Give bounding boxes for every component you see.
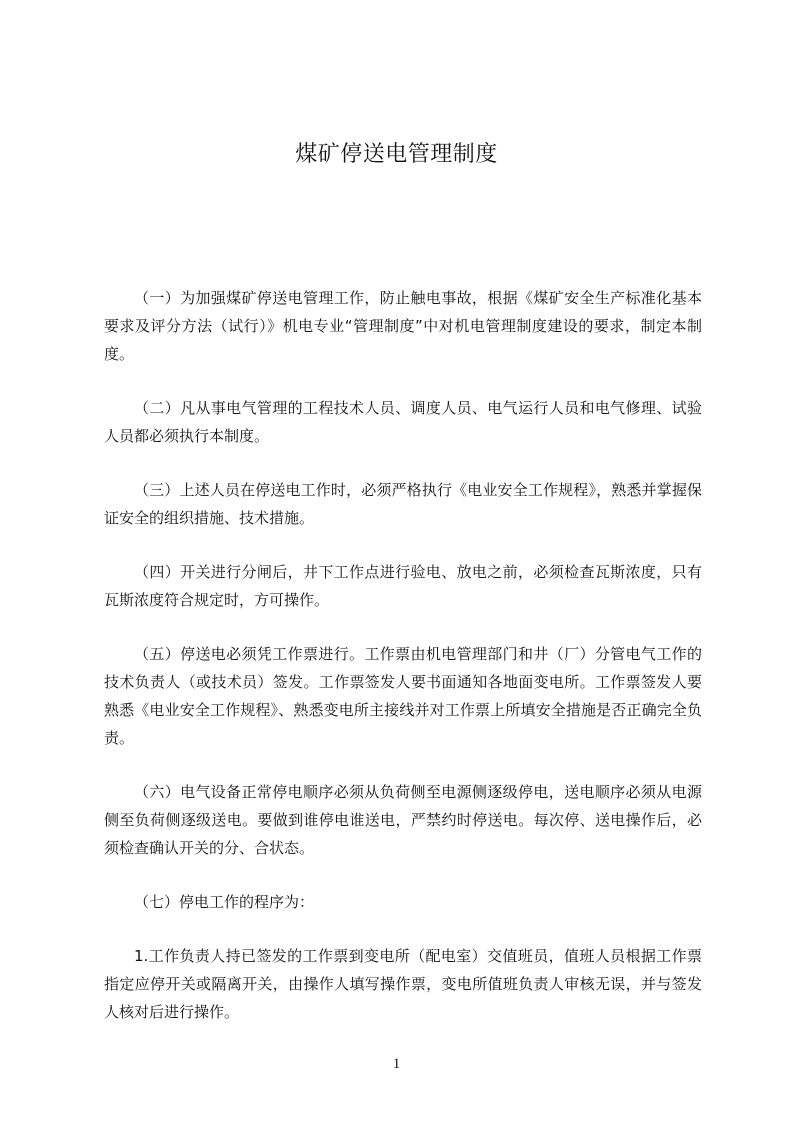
paragraph-8: 1.工作负责人持已签发的工作票到变电所（配电室）交值班员，值班人员根据工作票指定应停开关或隔离开关，由操作人填写操作票，变电所值班负责人审核无误，并与签发人核对后进行操作。 <box>104 947 702 1021</box>
document-title: 煤矿停送电管理制度 <box>295 142 498 167</box>
paragraph-7: （七）停电工作的程序为： <box>134 893 315 911</box>
paragraph-5: （五）停送电必须凭工作票进行。工作票由机电管理部门和井（厂）分管电气工作的技术负责人（或技术员）签发。工作票签发人要书面通知各地面变电所。工作票签发人要熟悉《电业安全工作规程》、熟悉变电所主接线并对工作票上所填安全措施是否正确完全负责。 <box>104 645 702 747</box>
paragraph-2: （二）凡从事电气管理的工程技术人员、调度人员、电气运行人员和电气修理、试验人员都必须执行本制度。 <box>104 399 702 445</box>
paragraph-3: （三）上述人员在停送电工作时，必须严格执行《电业安全工作规程》，熟悉并掌握保证安全的组织措施、技术措施。 <box>104 481 702 527</box>
paragraph-4: （四）开关进行分闸后，井下工作点进行验电、放电之前，必须检查瓦斯浓度，只有瓦斯浓度符合规定时，方可操作。 <box>104 563 702 609</box>
page-number: 1 <box>392 1056 401 1072</box>
document-body <box>104 284 702 1026</box>
paragraph-1: （一）为加强煤矿停送电管理工作，防止触电事故，根据《煤矿安全生产标准化基本要求及评分方法（试行）》机电专业“管理制度”中对机电管理制度建设的要求，制定本制度。 <box>104 289 702 363</box>
paragraph-6: （六）电气设备正常停电顺序必须从负荷侧至电源侧逐级停电，送电顺序必须从电源侧至负荷侧逐级送电。要做到谁停电谁送电，严禁约时停送电。每次停、送电操作后，必须检查确认开关的分、合状态。 <box>104 783 702 857</box>
